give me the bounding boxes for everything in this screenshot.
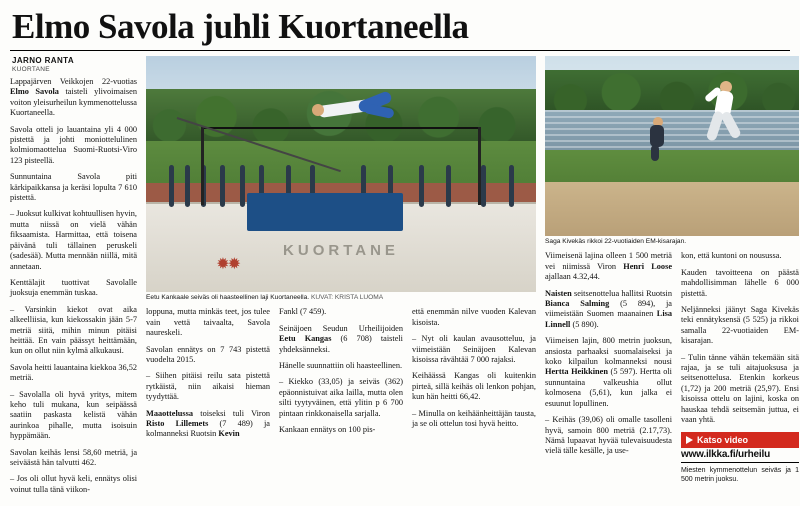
figure-leg — [651, 145, 659, 161]
page-title: Elmo Savola juhli Kuortaneella — [12, 7, 469, 46]
spectator — [419, 165, 424, 207]
video-promo-box[interactable] — [681, 432, 799, 485]
paragraph: Kankaan ennätys on 100 pis- — [279, 425, 376, 435]
spectator — [509, 165, 514, 207]
spectator — [169, 165, 174, 207]
vault-post — [201, 127, 204, 205]
byline-location: KUORTANE — [12, 66, 50, 73]
paragraph: kon, että kuntoni on nousussa. — [681, 251, 782, 261]
photo-caption-main — [146, 294, 536, 302]
article-column-5 — [545, 251, 672, 484]
title-divider — [10, 50, 790, 51]
athlete-vaulter — [318, 94, 390, 136]
paragraph: – Siihen pitäisi reilu sata pistettä rytkäistä, niin aikaisi hieman tyydyttää. — [146, 371, 270, 402]
photo-pole-vault — [146, 56, 536, 292]
byline — [12, 56, 137, 73]
top-area — [10, 56, 799, 501]
paragraph: – Keihäs (39,06) oli omalle tasolleni hyvä, samoin 800 metriä (2.17,73). Nämä lupaavat hyvää tulevaisuudesta vielä tälle kesälle, ja use- — [545, 415, 672, 456]
official-figure — [642, 117, 676, 161]
spectator — [481, 165, 486, 207]
paragraph: Sunnuntaina Savola piti kärkipaikkansa ja keräsi lopulta 7 610 pistettä. — [10, 172, 137, 203]
athlete-jumper — [702, 81, 754, 143]
paragraph: loppuna, mutta minkäs teet, jos tulee vain vettä taivaalta, Savola naureskeli. — [146, 307, 270, 338]
sponsor-logo: ✹✹ — [216, 256, 239, 274]
spectator — [185, 165, 190, 207]
paragraph: Savola heitti lauantaina kiekkoa 36,52 metriä. — [10, 362, 137, 383]
article-column-1 — [10, 77, 137, 495]
athlete-leg — [720, 110, 742, 139]
photo-caption-side: Saga Kivekäs rikkoi 22-vuotiaiden EM-kisarajan. — [545, 238, 687, 245]
paragraph: Kenttälajit tuottivat Savolalle juoksuja enemmän tuskaa. — [10, 277, 137, 298]
paragraph: – Kiekko (33,05) ja seiväs (362) epäonnistuivat aika lailla, mutta olen silti tyytyväinen, että ylitin p 6 700 pintaan rinkkonaisella sarjalla. — [279, 377, 403, 418]
paragraph: Maaottelussa toiseksi tuli Viron Risto Lillemets (7 489) ja kolmanneksi Ruotsin Kevin — [146, 408, 270, 439]
paragraph: Viimeisen lajin, 800 metrin juoksun, ansiosta parhaaksi suomalaiseksi ja koko kilpailun kolmanneksi nousi Hertta Heikkinen (5 597). Hertta oli sunnuntaina valkeushia ollut kolmosena (5,61), kun jalka ei esuunut lopullinen. — [545, 336, 672, 408]
paragraph: – Tulin tänne vähän tekemään sitä rajaa, ja se tuli aitajuoksusa ja seitsenottelusa. Etenkin korkeus (1,72) ja 200 metriä (25,97). Ensi kisoissa ottelu on lajini, koska on hauskaa tehdä seitsemän juttua, ei vaan yhtä. — [681, 352, 799, 425]
play-icon — [686, 436, 693, 444]
spectator — [446, 165, 451, 207]
right-block — [545, 56, 799, 484]
paragraph: Seinäjoen Seudun Urheilijoiden Eetu Kangas (6 708) taisteli yhdeksänneksi. — [279, 323, 403, 354]
watch-video-label: Katso video — [697, 434, 749, 445]
paragraph: Savolan keihäs lensi 58,60 metriä, ja seiväästä hän talvutti 462. — [10, 447, 137, 467]
paragraph: että enemmän nilve vuoden Kalevan kisoista. — [412, 307, 536, 327]
paragraph: Viimeisenä lajina olleen 1 500 metriä vei niimissä Viron Henri Loose ajallaan 4.32,44. — [545, 251, 672, 282]
paragraph: Keihäässä Kangas oli kuitenkin pirteä, sillä keihäs oli lenkon pohjan, kun hän heitti 66,42. — [412, 371, 536, 402]
byline-author: JARNO RANTA — [12, 56, 75, 65]
paragraph: Hänelle suunnattiin oli haasteellinen. — [279, 361, 403, 371]
paragraph: Savolan ennätys on 7 743 pistettä vuodelta 2015. — [146, 344, 270, 365]
spectator — [220, 165, 225, 207]
caption-credit: KUVAT: KRISTA LUOMA — [310, 294, 384, 301]
athlete-head — [312, 104, 324, 116]
paragraph: Naisten seitsenottelua hallitsi Ruotsin Bianca Salming (5 894), ja viimeistään Suomen maanainen Lisa Linnell (5 890). — [545, 288, 672, 329]
article-column-2 — [146, 307, 270, 445]
article-column-4 — [412, 307, 536, 445]
watch-video-button[interactable] — [681, 432, 799, 448]
paragraph: – Nyt oli kaulan avausotteluu, ja viimeistään Seinäjoen Kalevan kisoissa rävähtää 7 000 rajaksi. — [412, 334, 536, 365]
sand-pit — [545, 182, 799, 236]
article-column-6 — [681, 251, 799, 484]
promo-url-link[interactable]: www.ilkka.fi/urheilu — [681, 448, 799, 463]
athlete-leg — [363, 103, 394, 119]
paragraph: Kauden tavoitteena on päästä mahdollisimman lähelle 6 000 pistettä. — [681, 267, 799, 298]
paragraph: Lappajärven Veikkojen 22-vuotias Elmo Savola taisteli ylivoimaisen voiton yleisurheilun kymmenottelussa Kuortaneella. — [10, 77, 137, 118]
photo-long-jump — [545, 56, 799, 236]
paragraph: Neljänneksi jäänyt Saga Kivekäs teki ennätyksensä (5 525) ja rikkoi samalla 22-vuotiaiden EM-kisarajan. — [681, 305, 799, 346]
promo-description: Miesten kymmenottelun seiväs ja 1 500 metrin juoksu. — [681, 467, 799, 484]
center-block — [146, 56, 536, 446]
paragraph: Savola otteli jo lauantaina yli 4 000 pistettä ja johti moniottelulinen kolmiomaottelua Suomi-Ruotsi-Viro 123 pisteellä. — [10, 124, 137, 165]
paragraph: – Minulla on keihäänheittäjän tausta, ja se oli ottelun tosi hyvä heitto. — [412, 408, 536, 429]
caption-text: Eetu Kankaale seiväs oli haasteellinen laji Kuortaneella. — [146, 294, 310, 301]
figure-torso — [650, 125, 664, 147]
paragraph: – Savolalla oli hyvä yritys, mitem keho tuli mukana, kun seipäässä saatiin paskasta kelistä vähän aurinkoa pihalle, mutta isoisuin hyppämään. — [10, 389, 137, 441]
landing-mat — [247, 193, 403, 231]
vault-post — [478, 127, 481, 205]
paragraph: – Jos oli ollut hyvä keli, ennätys olisi voinut tulla tänä viikon- — [10, 474, 137, 494]
paragraph: – Juoksut kulkivat kohtuullisen hyvin, mutta niissä on vielä vähän fiksaamista. Harmittaa, että toisena päivänä tuli tällainen peruskeli (sadesää). Mutta mennään niillä, mitä annetaan. — [10, 209, 137, 271]
left-column-stack — [10, 56, 137, 501]
venue-wall-text: KUORTANE — [283, 242, 399, 260]
paragraph: – Varsinkin kiekot ovat aika alkeelliisia, kun kiekossakin jään 5-7 metriä siitä, mihin minun pitäisi heittää. En vain päässyt heittämään, kun on ollut niin kylmä alkukausi. — [10, 304, 137, 356]
spectator — [240, 165, 245, 207]
article-column-3 — [279, 307, 403, 445]
paragraph: Fankl (7 459). — [279, 307, 327, 317]
center-columns — [146, 307, 536, 445]
right-columns — [545, 251, 799, 484]
